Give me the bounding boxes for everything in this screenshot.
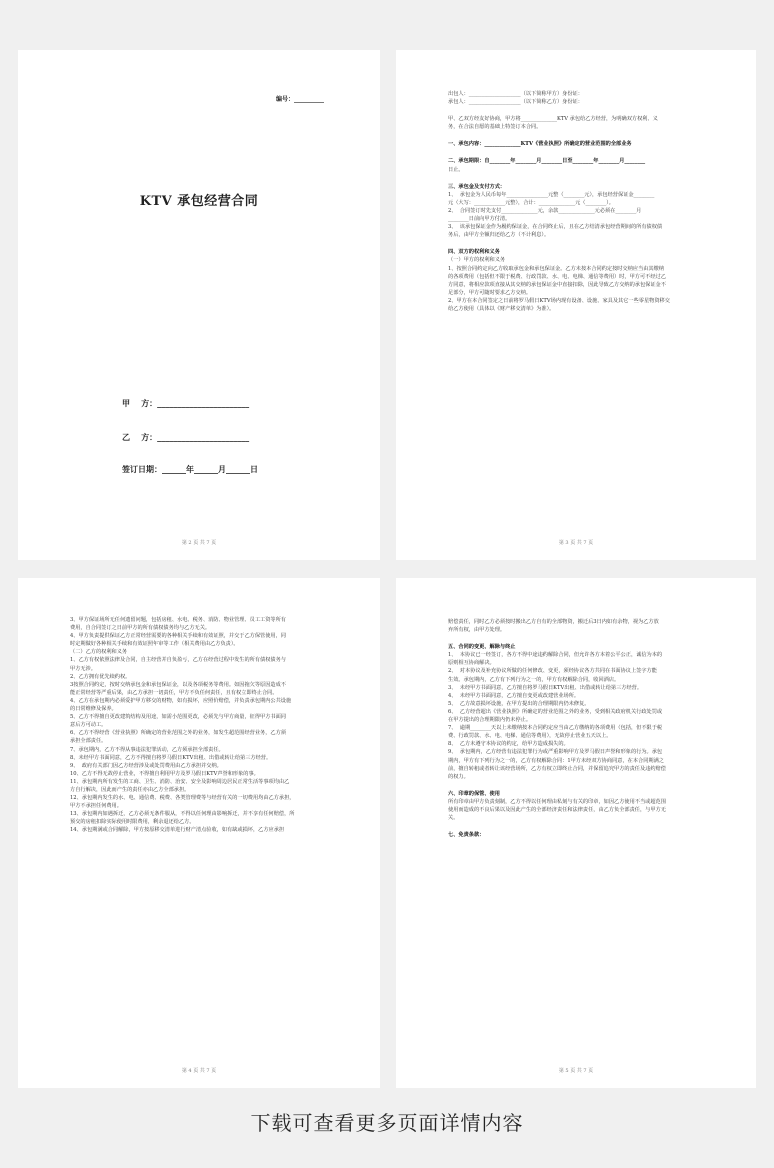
text-line: 原则相互协商解决。 — [448, 660, 495, 667]
text-line: 1、按照合同约定向乙方收取承包金和承包保证金。乙方未按本合同约定按时交纳应当由其缴纳 — [448, 265, 664, 272]
section-heading: 四、双方的权利和义务 — [448, 249, 500, 256]
contract-page-4 — [18, 578, 380, 1088]
text-line: 所有印章由甲方负责刻制，乙方不得以任何理由私刻与有关的印章，如因乙方使用不当或超范围 — [448, 798, 666, 805]
download-caption: 下载可查看更多页面详情内容 — [250, 1111, 524, 1135]
party-b-line: 乙 方：_______________________ — [122, 432, 250, 442]
text-line: 赔偿责任，同时乙方必须按时搬出乙方自有的全部物资，搬迁后3日内如有余物，视为乙方放 — [448, 619, 659, 625]
text-line: 给乙方使用（具体以《财产移交清单》为准）。 — [448, 305, 555, 312]
text-line: 预交的房租扣除实际使用时限费用，剩余退还给乙方。 — [70, 819, 195, 826]
page-body-text — [448, 90, 712, 313]
text-line: 9、 承包期内，乙方经营有违法犯罪行为或严重影响甲方及罗马假日声誉和形象的行为。承包 — [448, 749, 663, 756]
contract-page-5 — [396, 578, 756, 1088]
page-number: 第 3 页 共 7 页 — [558, 540, 594, 546]
text-line: 7、承包期内，乙方不得从事违法犯罪活动，乙方须承担全部责任。 — [70, 746, 224, 753]
text-line: 的日常维修及保养。 — [70, 706, 117, 713]
text-line: 承担全部责任。 — [70, 738, 107, 745]
text-line: 方自行解决，因此而产生的责任亦由乙方全部承担。 — [70, 786, 190, 793]
text-line: 时定期做好各种相关手续和有效证照年审等工作（相关费用由乙方负责）。 — [70, 641, 239, 648]
text-line: 意后方可动工。 — [70, 722, 107, 729]
text-line: 4、乙方在承包期内必须爱护甲方移交的财物，如有损坏，应照价赔偿，并负责承包期内公共设施 — [70, 697, 292, 704]
text-line: 2、乙方拥有优先续约权。 — [70, 673, 131, 680]
spacer — [448, 174, 712, 183]
text-line: 8、 乙方未遵守本协议的约定，给甲方造成损失的。 — [448, 741, 569, 748]
text-line: 元（大写：____________元整），合计：______________元（________）。 — [448, 199, 614, 206]
spacer — [448, 131, 712, 140]
spacer — [448, 781, 712, 790]
text-line: 前，擅自转租或者转让该经营场所，乙方有权立即终止合同，并保留追究甲方的责任及违约赔偿 — [448, 765, 666, 772]
contract-cover-page — [18, 50, 380, 560]
text-line: 8、未经甲方书面同意，乙方不得擅自将罗马假日KTV出租、出借或转让给第三方经营。 — [70, 754, 272, 761]
text-line: 甲方无涉。 — [70, 665, 96, 672]
text-line: 5、乙方不得擅自更改建筑结构及用途，如需小范围更改，必须先与甲方商量，征得甲方书面同 — [70, 714, 286, 721]
party-a-line: 甲 方：_______________________ — [122, 398, 250, 408]
text-line: 10、乙方不得无故停止营业，不得擅自利用甲方及罗马假日KTV声誉和形象的事。 — [70, 770, 259, 777]
text-line: 2、甲方在本合同签定之日前将罗马假日KTV场内现有设备、设施、家具及其它一些零星物资移交 — [448, 297, 670, 304]
text-line: 1、乙方有权依照法律及合同，自主经营并自负盈亏，乙方在经营过程中发生的所有债权债务与 — [70, 657, 286, 664]
section-heading: 七、免责条款： — [448, 832, 485, 839]
text-line: 2、 合同签订时先支付______________元，余款______________元必须在________月 — [448, 207, 642, 214]
text-line: 弃所有权，由甲方处理。 — [448, 627, 506, 634]
section-heading: 五、合同的变更、解除与终止 — [448, 644, 516, 651]
spacer — [448, 239, 712, 248]
text-line: 甲、乙双方经友好协商，甲方将______________KTV 承包给乙方经营，为明确双方权利、义 — [448, 116, 658, 123]
text-line: 9、 政府有关部门因乙方经营涉及或处罚费用由乙方承担并交纳。 — [70, 762, 222, 769]
text-line: 务，在合法自愿的基础上特签订本合同。 — [448, 124, 542, 131]
text-line: （二）乙方的权利和义务 — [70, 649, 128, 656]
text-line: 6、乙方不得经营《营业执照》所确定的营业范围之外的业务，如发生超范围经营业务，乙方须 — [70, 730, 286, 737]
text-line: ________日前向甲方付清。 — [448, 216, 511, 223]
text-line: （一）甲方的权利和义务 — [448, 257, 506, 264]
page-body-text — [70, 616, 336, 835]
section-heading: 二、承包期限：自________年________月________日至________年________月________ — [448, 158, 646, 165]
section-heading: 一、承包内容：______________KTV《营业执照》所确定的营业范围的全部业务 — [448, 141, 632, 148]
text-line: 足部分，甲方可随时要求乙方交纳。 — [448, 289, 532, 296]
document-title: KTV 承包经营合同 — [139, 194, 259, 209]
text-line: 5、 乙方故意损坏设施，在甲方提出的合理期限内仍未修复。 — [448, 700, 590, 707]
text-line: 4、 未经甲方书面同意，乙方擅自变更或改建营业场所。 — [448, 692, 580, 699]
text-line: 日止。 — [448, 166, 464, 173]
text-line: 关。 — [448, 815, 459, 822]
contract-page-3 — [396, 50, 756, 560]
text-line: 期内，甲方有下列行为之一的，乙方有权解除合同：1甲方未经双方协商同意，在本合同期满之 — [448, 757, 664, 764]
text-line: 7、 逾期________天以上未缴纳按本合同约定应当由乙方缴纳的各项费用（包括，但不限于税 — [448, 725, 663, 732]
text-line: 能正常经营等严重后果，由乙方承担一切责任，甲方不负任何责任，且有权立即终止合同。 — [70, 689, 278, 696]
text-line: 2、 对本协议及补充协议所做的任何修改、变更，须经协议各方共同在书面协议上签字方能 — [448, 668, 657, 675]
text-line: 13、承包期内如遇拆迁，乙方必须无条件服从，不得以任何理由影响拆迁，并不享有任何赔偿，所 — [70, 811, 295, 818]
text-line: 3、 该承包保证金作为履约保证金，在合同终止后，且在乙方结清承包经营期间的所有债权债 — [448, 224, 663, 231]
text-line: 3、 未经甲方书面同意，乙方擅自将罗马假日KTV出租、出借或转让给第三方经营。 — [448, 684, 643, 691]
text-line: 12、承包期内发生的水、电、通信费、税费、各类管理费等与经营有关的一切费用均由乙方承担， — [70, 795, 295, 802]
text-line: 方同意，将相应款项直接从其交纳的承包保证金中直接扣除，因此导致乙方交纳的承包保证金不 — [448, 281, 666, 288]
spacer — [448, 106, 712, 115]
section-heading: 三、承包金及支付方式： — [448, 183, 506, 190]
text-line: 1、 承包金为人民币每年________________元整（________元），承包经营保证金________ — [448, 191, 655, 198]
text-line: 14、承包期满或合同解除，甲方按原移交清单进行财产清点验收，如有缺或损坏，乙方应承担 — [70, 827, 285, 834]
page-number: 第 2 页 共 7 页 — [181, 540, 217, 546]
text-line: 的权力。 — [448, 773, 469, 780]
text-line: 费用，自合同签订之日前甲方的所有债权债务均与乙方无关。 — [70, 625, 211, 632]
text-line: 使用而造成的不良后果以及因此产生的全部经济责任和法律责任，由乙方负全部责任，与甲方无 — [448, 806, 666, 813]
contract-number: 编号：__________ — [275, 96, 324, 103]
spacer — [448, 634, 712, 643]
text-line: 3按照合同约定，按时交纳承包金和承包保证金，以及各项税务等费用。如因拖欠等原因造成不 — [70, 681, 286, 688]
text-line: 在甲方提出的合理期限内仍未停止。 — [448, 717, 532, 724]
page-number: 第 4 页 共 7 页 — [181, 1068, 217, 1074]
text-line: 6、 乙方经营超出《营业执照》所确定的营业范围之外的业务，受到相关政府机关行政处罚或 — [448, 708, 663, 715]
spacer — [448, 822, 712, 831]
text-line: 出包人：____________________（以下简称甲方）身份证： — [448, 91, 583, 97]
text-line: 承包人：____________________（以下简称乙方）身份证： — [448, 99, 583, 106]
text-line: 生效。承包期内，乙方有下列行为之一的，甲方有权解除合同，收回酒店。 — [448, 676, 620, 683]
text-line: 甲方不承担任何费用。 — [70, 803, 122, 810]
text-line: 11、承包期内所有发生的工商、卫生、消防、治安、安全及影响周边居民正常生活等事项均由乙 — [70, 778, 290, 785]
section-heading: 六、印章的保管、使用 — [448, 790, 500, 797]
text-line: 务后，由甲方全额归还给乙方（不计利息）。 — [448, 232, 550, 239]
text-line: 的各项费用（包括但不限于税费、行政罚款、水、电、电梯、通信等费用）时，甲方可不经过乙 — [448, 273, 666, 280]
sign-date-line: 签订日期：______年______月______日 — [122, 464, 258, 474]
text-line: 4、甲方负责提供保证乙方正常经营需要的各种相关手续和有效证照，并交于乙方保管使用，同 — [70, 633, 286, 640]
page-number: 第 5 页 共 7 页 — [558, 1068, 594, 1074]
text-line: 费、行政罚款、水、电、电梯、通信等费用），无故停止营业五天以上。 — [448, 733, 612, 740]
spacer — [448, 148, 712, 157]
text-line: 3、甲方保证场所无任何遗留问题，包括房租、水电、税务、消防、物业管理、员工工资等所有 — [70, 617, 286, 623]
page-body-text — [448, 618, 712, 839]
text-line: 1、 本协议已一经签订，各方不得中途违约解除合同，但允许各方本着公平公正，诚信为本的 — [448, 652, 663, 659]
